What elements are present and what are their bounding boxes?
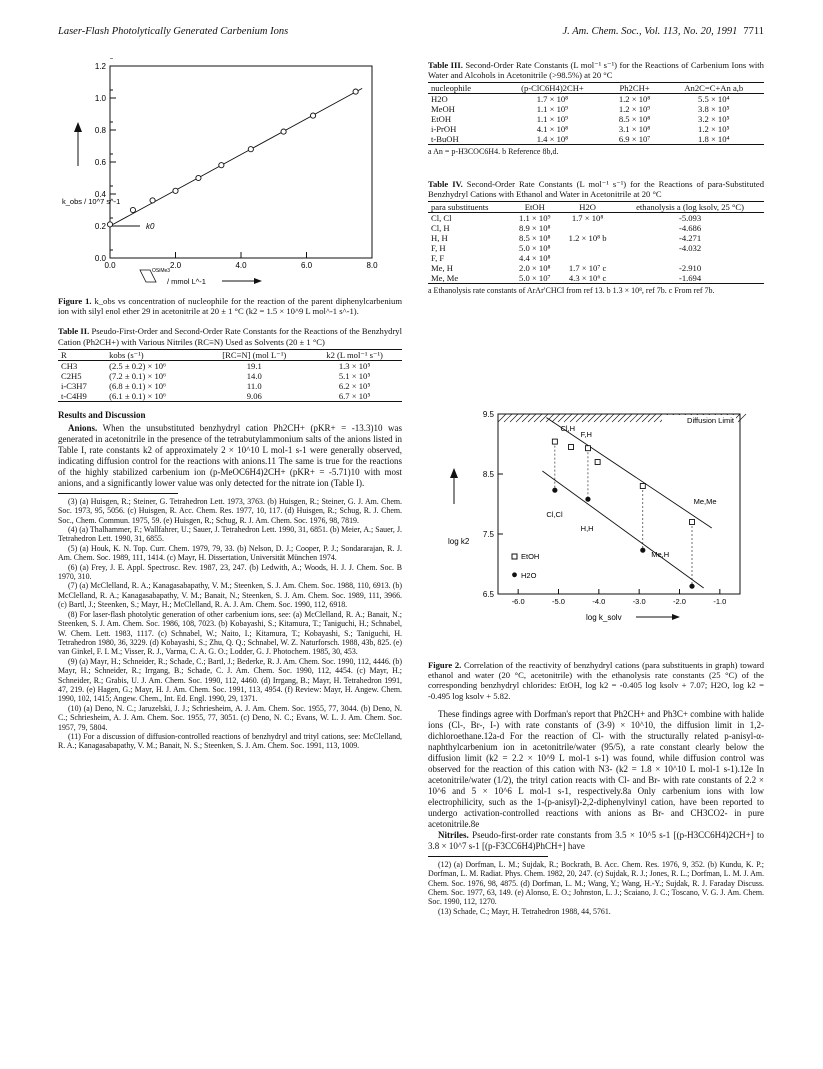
fig1-ytick-label: 1.2 — [94, 62, 106, 71]
t3-cell: 5.5 × 10⁴ — [698, 94, 730, 105]
fig1-ylabel: k_obs / 10^7 s^-1 — [62, 197, 121, 206]
table-3-footnote: a An = p-H3COC6H4. b Reference 8b,d. — [428, 147, 559, 157]
t2-cell: 6.2 × 10⁵ — [338, 380, 371, 391]
fig1-data-point — [150, 198, 155, 203]
t2-cell: (2.5 ± 0.2) × 10⁶ — [109, 360, 167, 371]
right-column — [428, 60, 764, 296]
fig1-data-point — [196, 175, 201, 180]
fig1-data-point — [173, 188, 178, 193]
fig1-ytick-label: 0.0 — [94, 254, 106, 263]
reference-entry: (10) (a) Deno, N. C.; Jaruzelski, J. J.; Schriesheim, A. J. Am. Chem. Soc. 1955, 77, 3044. (b) Deno, N. C.; Schriesheim, A. J. Am. Chem. Soc. 1955, 77, 3051. (c) Deno, N. C.; Evans, W. L. J. Am. Chem. Soc. 1957, 79, 5804. — [58, 703, 402, 732]
t4-cell: -5.093 — [678, 213, 702, 224]
fig2-fit-line-h2o — [542, 471, 703, 588]
results-paragraph: Anions. When the unsubstituted benzhydryl cation Ph2CH+ (pKR+ = -13.3)10 was generated in acetonitrile in the presence of the tetrabutylammonium salts of the anions listed in Table I, rate constants k2 of approximately 2 × 10^10 L mol-1 s-1 were generally observed, indicating diffusion control for the reactions with anions.11 The same is true for the reactions of the highly stabilized carbenium ion (p-MeOC6H4)2CH+ (pKR+ = -5.71)10 with most anions, and a significantly lower value was only detected for the nitrate ion (Table I). — [58, 422, 402, 488]
t4-cell — [559, 243, 616, 253]
page-number: 7711 — [743, 26, 764, 37]
t2-cell: (6.8 ± 0.1) × 10⁶ — [109, 380, 167, 391]
fig2-point-h2o — [585, 497, 590, 502]
t3-cell: 1.2 × 10⁸ — [618, 94, 651, 105]
t3-cell: 3.1 × 10⁸ — [618, 124, 651, 135]
t4-cell: -4.032 — [678, 243, 702, 254]
fig1-ytick-label: 0.6 — [94, 158, 106, 167]
t2-row — [58, 360, 402, 371]
fig1-xtick-label: 6.0 — [300, 261, 313, 270]
fig2-xtick-label: -1.0 — [713, 597, 727, 606]
fig2-diffusion-label: Diffusion Limit — [687, 416, 734, 425]
t3-cell: 1.7 × 10⁸ — [536, 94, 569, 105]
fig1-fit-line — [110, 88, 362, 226]
nitriles-paragraph: Nitriles. Pseudo-first-order rate constants from 3.5 × 10^5 s-1 [(p-H3CC6H4)2CH+] to 3.8 × 10^7 s-1 [(p-F3CC6H4)PhCH+] have — [428, 829, 765, 851]
t4-cell — [559, 253, 616, 263]
fig2-point-h2o — [552, 488, 557, 493]
t4-cell: 5.0 × 10⁸ — [519, 243, 551, 254]
t3-cell: i-PrOH — [431, 124, 457, 135]
t4-row — [428, 213, 764, 224]
t3-row — [428, 114, 764, 124]
t2-cell: C2H5 — [61, 370, 82, 381]
t4-cell: 8.5 × 10⁸ — [519, 233, 551, 244]
fig2-xtick-label: -4.0 — [592, 597, 606, 606]
fig2-point-label: Cl,Cl — [546, 510, 563, 520]
t3-cell: 3.8 × 10⁵ — [698, 104, 730, 115]
fig1-y-arrowhead — [74, 122, 82, 132]
fig2-ylabel: log k2 — [448, 537, 470, 546]
fig2-point-h2o — [689, 584, 694, 589]
t4-cell — [559, 223, 616, 233]
t4-head-3: ethanolysis a (log ksolv, 25 °C) — [616, 202, 764, 213]
fig1-structure-label: OSiMe3 — [152, 268, 171, 274]
t4-cell: 5.0 × 10⁷ — [510, 273, 559, 284]
fig2-point-etoh — [640, 484, 645, 489]
t2-cell: t-C4H9 — [58, 391, 106, 402]
fig1-xtick-label: 8.0 — [366, 261, 378, 270]
t3-head-3: An2C=C+An a,b — [664, 83, 764, 94]
fig1-data-point — [281, 129, 286, 134]
t4-cell: -2.910 — [678, 263, 702, 274]
t4-cell: 1.7 × 10⁷ c — [568, 263, 607, 274]
t2-row — [58, 391, 402, 402]
fig1-ytick-label: 0.2 — [94, 222, 106, 231]
t2-cell: 19.1 — [246, 360, 262, 371]
fig1-data-point — [219, 163, 224, 168]
fig1-xtick-label: 2.0 — [169, 261, 182, 270]
fig2-legend-etoh: EtOH — [521, 552, 540, 561]
fig2-point-etoh — [585, 446, 590, 451]
reference-entry: (6) (a) Frey, J. E. Appl. Spectrosc. Rev. 1987, 23, 247. (b) Ledwith, A.; Woods, H. J. J. Chem. Soc. B 1970, 310. — [58, 562, 402, 582]
t2-cell: 9.06 — [201, 391, 307, 402]
t3-cell: 3.2 × 10⁵ — [698, 114, 730, 125]
table-4-caption: Table IV. Second-Order Rate Constants (L mol⁻¹ s⁻¹) for the Reactions of para-Substituted Benzhydryl Cations with Ethanol and Water in Acetonitrile at 20 °C — [428, 179, 764, 200]
fig2-xtick-label: -5.0 — [552, 597, 565, 606]
t2-cell: (6.1 ± 0.1) × 10⁶ — [106, 391, 201, 402]
figure-1-caption: Figure 1. k_obs vs concentration of nucleophile for the reaction of the parent diphenylcarbenium ion with silyl enol ether 29 in acetonitrile at 20 ± 1 °C (k2 = 1.5 × 10^9 L mol^-1 s^-1). — [58, 296, 402, 317]
fig2-point-label: H,H — [580, 524, 594, 533]
t4-row — [428, 223, 764, 233]
fig2-legend-h2o-marker — [512, 572, 517, 577]
t2-head-r: R — [58, 349, 106, 360]
fig2-ytick-label: 8.5 — [482, 470, 494, 479]
fig2-point-label: Me,H — [651, 549, 670, 559]
fig1-ytick-label: 1.0 — [94, 94, 106, 103]
table-3-caption: Table III. Second-Order Rate Constants (L mol⁻¹ s⁻¹) for the Reactions of Carbenium Ions with Water and Alcohols in Acetonitrile (>98.5%) at 20 °C — [428, 60, 764, 81]
fig2-xlabel: log k_solv — [586, 613, 622, 622]
fig1-ytick-label: 0.4 — [94, 190, 106, 199]
fig2-y-arrowhead — [450, 468, 458, 478]
t2-head-k2: k2 (L mol⁻¹ s⁻¹) — [307, 349, 402, 360]
t3-row — [428, 94, 764, 105]
t3-cell: t-BuOH — [428, 134, 499, 145]
footnote-rule — [58, 493, 178, 494]
fig1-xlabel: / mmol L^-1 — [167, 277, 206, 286]
reference-entry: (12) (a) Dorfman, L. M.; Sujdak, R.; Bockrath, B. Acc. Chem. Res. 1976, 9, 352. (b) Kundu, K. P.; Dorfman, L. M. Radiat. Phys. Chem. 1982, 20, 247. (c) Sujdak, R. J.; Jones, R. L.; Dorfman, L. M. J. Am. Chem. Soc. 1976, 98, 4875. (d) Dorfman, L. M.; Wang, Y.; Wang, H.-Y.; Sujdak, R. J. Faraday Discuss. Chem. Soc. 1977, 63, 149. (e) Alonso, E. O.; Johnston, L. J.; Scaiano, J. C.; Toscano, V. G. J. Am. Chem. Soc. 1990, 112, 1270. — [428, 859, 764, 907]
t4-cell — [616, 253, 764, 263]
t2-cell: 5.1 × 10⁵ — [338, 370, 371, 381]
left-column — [58, 296, 402, 751]
t2-cell: CH3 — [61, 360, 78, 371]
t3-cell: 8.5 × 10⁸ — [618, 114, 651, 125]
t3-cell: 1.1 × 10⁹ — [536, 114, 569, 125]
fig1-data-point — [353, 89, 358, 94]
fig2-point-h2o — [640, 548, 645, 553]
t4-cell: 1.7 × 10⁸ — [571, 213, 604, 224]
t3-cell: 1.8 × 10⁴ — [664, 134, 764, 145]
fig1-xtick-label: 4.0 — [235, 261, 247, 270]
t4-row — [428, 243, 764, 253]
reference-entry: (7) (a) McClelland, R. A.; Kanagasabapathy, V. M.; Steenken, S. J. Am. Chem. Soc. 1988, 110, 6913. (b) McClelland, R. A.; Kanagasabapathy, V. M.; Banait, N.; Steenken, S. J. Am. Chem. Soc. 1989, 111, 3966. (c) Bartl, J.; Steenken, S.; Mayr, H.; McClelland, R. A. J. Am. Chem. Soc. 1990, 112, 6918. — [58, 581, 402, 610]
t4-cell: F, F — [431, 253, 445, 264]
t4-cell: 2.0 × 10⁸ — [519, 263, 551, 274]
t4-head-2: H2O — [559, 202, 616, 213]
t3-head-2: Ph2CH+ — [606, 83, 664, 94]
fig2-xtick-label: -2.0 — [673, 597, 686, 606]
t2-head-kobs: kobs (s⁻¹) — [106, 349, 201, 360]
t3-head-1: (p-ClC6H4)2CH+ — [499, 83, 605, 94]
fig2-ytick-label: 7.5 — [482, 530, 494, 539]
t3-row — [428, 124, 764, 134]
fig2-point-etoh — [690, 520, 695, 525]
t2-cell: 14.0 — [246, 370, 262, 381]
header-journal: J. Am. Chem. Soc., Vol. 113, No. 20, 1991 7711 — [562, 26, 764, 37]
t3-cell: H2O — [431, 94, 448, 105]
fig1-xtick-label: 0.0 — [104, 261, 116, 270]
figure-1-chart — [62, 58, 402, 290]
t4-cell: 4.4 × 10⁸ — [519, 253, 551, 264]
table-4-footnote: a Ethanolysis rate constants of ArAr′CHCl from ref 13. b 1.3 × 10⁸, ref 7b. c From ref 7b. — [428, 286, 715, 296]
table-3 — [428, 82, 764, 145]
fig1-data-point — [107, 222, 112, 227]
fig2-point-label: Me,Me — [693, 497, 717, 506]
discussion-text — [428, 709, 764, 852]
section-heading: Results and Discussion — [58, 409, 146, 420]
t3-row — [428, 104, 764, 114]
t4-cell: H, H — [431, 233, 448, 244]
t4-cell: -4.686 — [678, 223, 702, 234]
t4-cell: Me, H — [431, 263, 453, 274]
fig1-data-point — [310, 113, 315, 118]
table-2-caption: Table II. Pseudo-First-Order and Second-Order Rate Constants for the Reactions of the Benzhydryl Cation (Ph2CH+) with Various Nitriles (RC≡N) Used as Solvents (20 ± 1 °C) — [58, 326, 402, 347]
t2-cell: i-C3H7 — [61, 380, 87, 391]
running-header — [58, 26, 764, 37]
header-title: Laser-Flash Photolytically Generated Carbenium Ions — [58, 26, 289, 37]
t2-cell: (7.2 ± 0.1) × 10⁶ — [109, 370, 167, 381]
figure-2-chart — [440, 404, 760, 644]
fig2-point-etoh — [595, 460, 600, 465]
t3-head-0: nucleophile — [428, 83, 499, 94]
t3-cell: 4.1 × 10⁸ — [536, 124, 569, 135]
t2-cell: 1.3 × 10⁵ — [338, 360, 371, 371]
fig1-ytick-label: 0.8 — [94, 126, 106, 135]
t3-cell: EtOH — [431, 114, 452, 125]
reference-entry: (5) (a) Houk, K. N. Top. Curr. Chem. 1979, 79, 33. (b) Nelson, D. J.; Cooper, P. J.; Sondararajan, R. J. Am. Chem. Soc. 1989, 111, 1414. (c) Mayr, H. Dissertation, Universität München 1974. — [58, 543, 402, 563]
t3-row — [428, 134, 764, 145]
fig1-x-arrowhead — [254, 278, 262, 284]
t4-cell: 1.2 × 10⁸ b — [568, 233, 607, 244]
fig2-point-label: F,H — [580, 429, 592, 439]
reference-entry: (3) (a) Huisgen, R.; Steiner, G. Tetrahedron Lett. 1973, 3763. (b) Huisgen, R.; Steiner, G. J. Am. Chem. Soc. 1973, 95, 5056. (c) Huisgen, R. Acc. Chem. Res. 1977, 10, 117. (d) Huisgen, R.; Schug, R. J. Chem. Soc., Chem. Commun. 1975, 59. (e) Huisgen, R.; Schug, R. J. Am. Chem. Soc. 1976, 98, 7819. — [58, 496, 402, 525]
fig2-xtick-label: -6.0 — [511, 597, 525, 606]
references-right — [428, 860, 764, 916]
t2-cell: 11.0 — [246, 380, 262, 391]
fig1-data-point — [248, 147, 253, 152]
t3-cell: 1.1 × 10⁹ — [536, 104, 569, 115]
t4-cell: 8.9 × 10⁸ — [519, 223, 551, 234]
t4-cell: Cl, Cl — [431, 213, 452, 224]
reference-entry: (11) For a discussion of diffusion-controlled reactions of benzhydryl and trityl cations, see: McClelland, R. A.; Kanagasabapathy, V. M.; Banait, N. S.; Steenken, S. J. Am. Chem. Soc. 1991, 113, 1009. — [58, 731, 402, 751]
t3-cell: 1.4 × 10⁸ — [499, 134, 605, 145]
t3-cell: 1.2 × 10⁵ — [698, 124, 730, 135]
fig1-data-point — [130, 207, 135, 212]
t2-head-conc: [RC≡N] (mol L⁻¹) — [201, 349, 307, 360]
t4-head-0: para substituents — [428, 202, 510, 213]
right-column-lower — [428, 660, 764, 916]
t2-row — [58, 381, 402, 391]
t4-cell: -1.694 — [616, 273, 764, 284]
discussion-paragraph: These findings agree with Dorfman's report that Ph2CH+ and Ph3C+ combine with halide ions (Cl-, Br-, I-) with rate constants of (3-9) × 10^10, the diffusion limit in 1,2-dichloroethane.12a-d For the reaction of Cl- with the structurally related p-anisyl-α-naphthylcarbenium ion in acetonitrile/water (95/5), a rate constant clearly below the diffusion limit (k2 = 2.2 × 10^9 L mol-1 s-1) was found, while diffusion control was observed for the reaction of this cation with N3- (k2 = 1.8 × 10^10 L mol-1 s-1).12e In acetonitrile/water (1/2), the trityl cation reacts with Cl- and Br- with rate constants of 2.2 × 10^6 and 5 × 10^6 L mol-1 s-1, respectively.8a Only carbenium ions with low electrophilicity, such as the 1-(p-anisyl)-2,2-diphenylvinyl cation, have been reported to undergo activation-controlled reactions with anions as Br- and CH3CO2- in pure acetonitrile.8e — [428, 708, 764, 829]
fig2-xtick-label: -3.0 — [632, 597, 646, 606]
t4-head-1: EtOH — [510, 202, 559, 213]
t4-row — [428, 263, 764, 273]
t3-cell: 1.2 × 10⁹ — [618, 104, 651, 115]
fig2-legend-h2o: H2O — [521, 570, 537, 580]
fig2-ytick-label: 6.5 — [482, 590, 494, 599]
fig2-legend-etoh-marker — [512, 554, 517, 559]
t2-cell: 6.7 × 10⁵ — [307, 391, 402, 402]
t4-row — [428, 253, 764, 263]
fig2-x-arrowhead — [672, 614, 680, 620]
fig2-ytick-label: 9.5 — [482, 410, 494, 419]
t3-cell: 6.9 × 10⁷ — [606, 134, 664, 145]
t4-cell: Cl, H — [431, 223, 450, 234]
fig2-point-etoh — [569, 445, 574, 450]
fig1-k0-label: k0 — [146, 222, 155, 231]
t3-cell: MeOH — [431, 104, 455, 115]
fig2-fit-line-etoh — [546, 418, 711, 528]
fig2-point-label: Cl,H — [560, 423, 576, 433]
t2-row — [58, 371, 402, 381]
results-section — [58, 410, 402, 489]
table-2 — [58, 349, 402, 402]
t4-cell: F, H — [431, 243, 446, 254]
t4-cell: 4.3 × 10⁶ c — [559, 273, 616, 284]
t4-cell: Me, Me — [428, 273, 510, 284]
reference-entry: (4) (a) Thalhammer, F.; Wallfahrer, U.; Sauer, J. Tetrahedron Lett. 1990, 31, 6851. (b) Meier, A.; Sauer, J. Tetrahedron Lett. 1990, 31, 6855. — [58, 525, 402, 544]
fig2-point-etoh — [552, 439, 557, 444]
reference-entry: (13) Schade, C.; Mayr, H. Tetrahedron 1988, 44, 5761. — [438, 906, 611, 916]
footnote-rule-right — [428, 856, 548, 857]
reference-entry: (8) For laser-flash photolytic generation of other carbenium ions, see: (a) McClelland, R. A.; Banait, N.; Steenken, S. J. Am. Chem. Soc. 1986, 108, 7023. (b) Kobayashi, S.; Kitamura, T.; Taniguchi, H.; Schnabel, W. Chem. Lett. 1983, 1117. (c) Schnabel, W.; Naito, I.; Kitamura, T.; Kobayashi, S.; Taniguchi, H. Tetrahedron 1980, 36, 3229. (d) Kobayashi, S.; Zhu, Q. Q.; Schnabel, W. Z. Naturforsch. 1988, 43b, 825. (e) van Ginkel, F. I. M.; Visser, R. J., Varma, C. A. G. O.; Lodder, G. J. Photochem. 1985, 30, 453. — [58, 609, 402, 657]
t4-cell: 1.1 × 10⁹ — [519, 213, 551, 224]
table-4 — [428, 201, 764, 284]
reference-entry: (9) (a) Mayr, H.; Schneider, R.; Schade, C.; Bartl, J.; Bederke, R. J. Am. Chem. Soc. 1990, 112, 4446. (b) Mayr, H.; Schneider, R.; Irrgang, B.; Schade, C. J. Am. Chem. Soc. 1990, 112, 4454. (c) Mayr, H.; Schneider, R.; Grabis, U. J. Am. Chem. Soc. 1990, 112, 4460. (d) Irrgang, B.; Mayr, H. Tetrahedron 1991, 47, 219. (e) Hagen, G.; Mayr, H. J. Am. Chem. Soc. 1991, 113, 4954. (f) Review: Mayr, H. Angew. Chem. 1990, 102, 1415; Angew. Chem., Int. Ed. Engl. 1990, 29, 1371. — [58, 656, 402, 704]
t4-row — [428, 233, 764, 243]
t4-cell: -4.271 — [678, 233, 702, 244]
figure-2-caption: Figure 2. Correlation of the reactivity of benzhydryl cations (para substituents in graph) toward ethanol and water (20 °C, acetonitrile) with the ethanolysis rate constants (25 °C) of the corresponding benzhydryl chlorides: EtOH, log k2 = -0.405 log ksolv + 7.07; H2O, log k2 = -0.495 log ksolv + 5.82. — [428, 660, 765, 701]
references-left — [58, 497, 402, 751]
t4-row — [428, 273, 764, 284]
